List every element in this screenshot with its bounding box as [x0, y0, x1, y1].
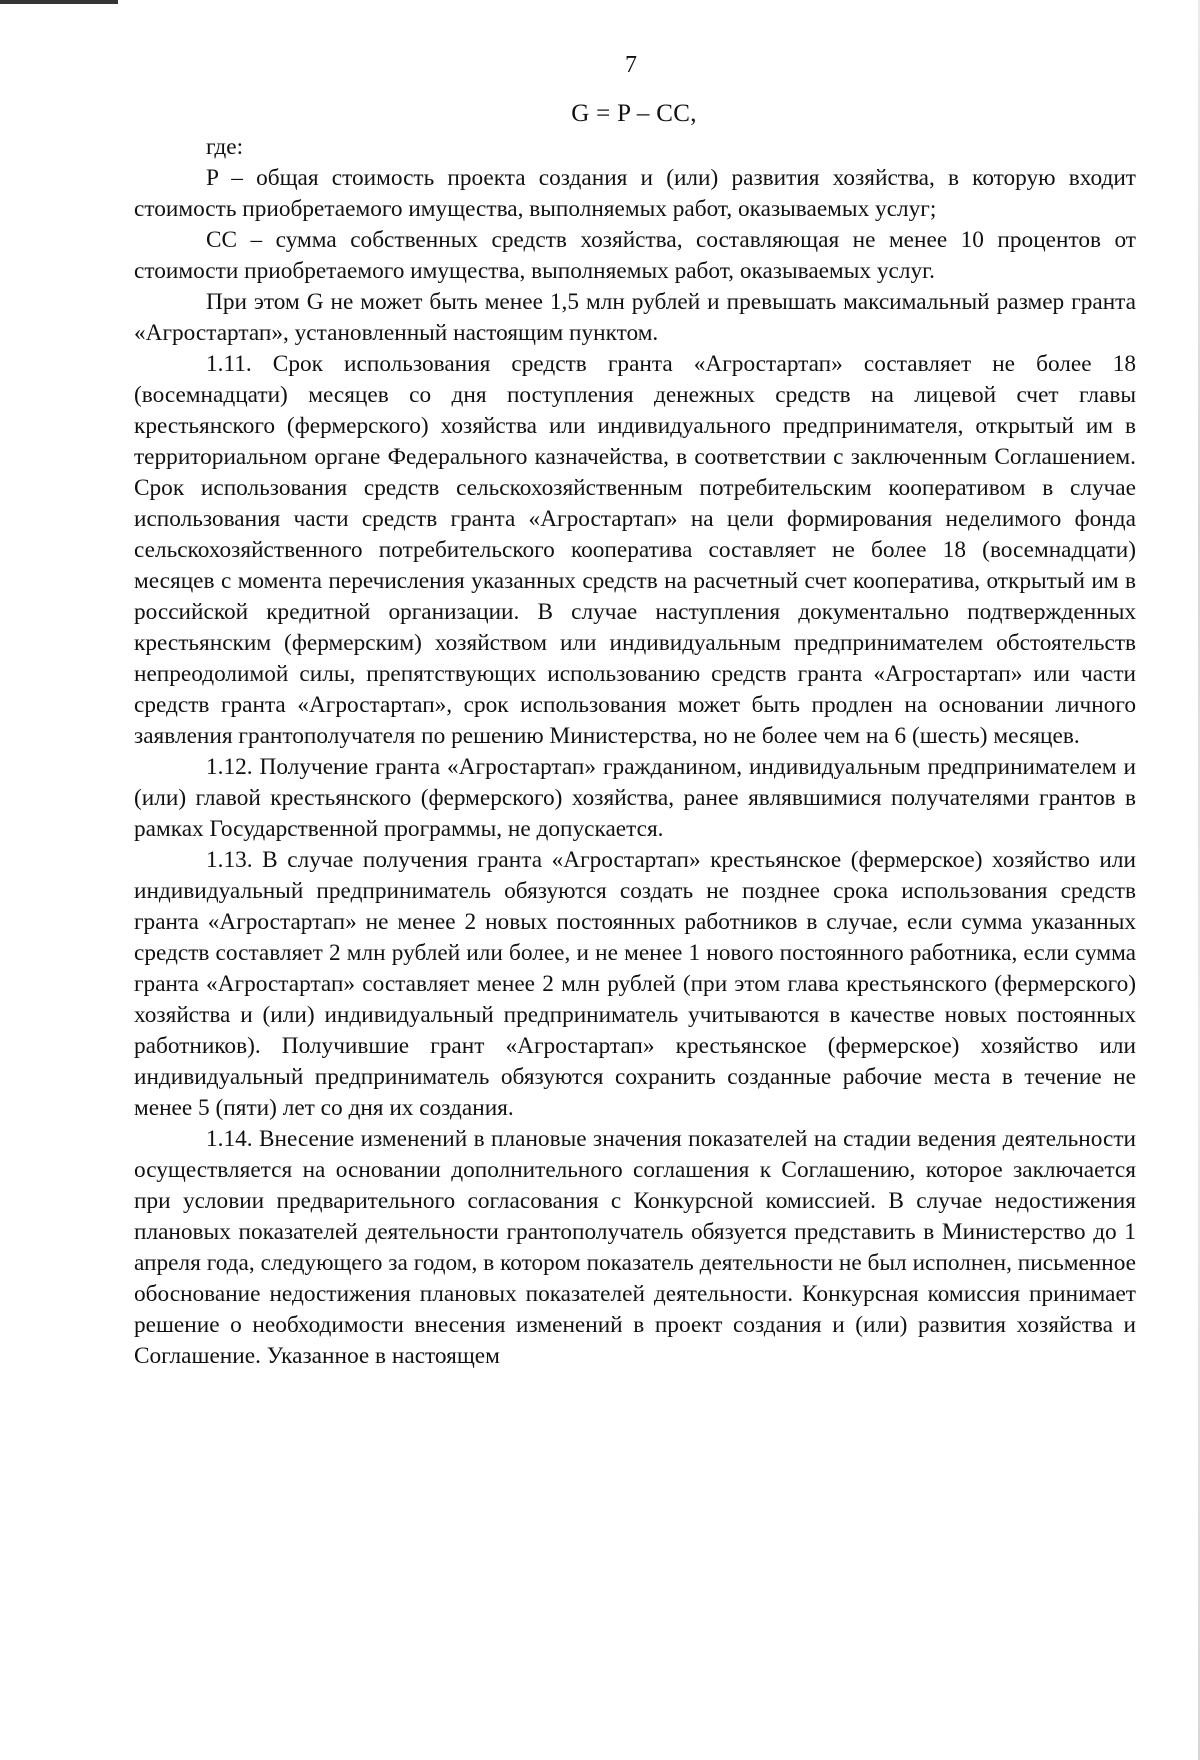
- paragraph-1-11: 1.11. Срок использования средств гранта «Агростартап» составляет не более 18 (восемнадцати) месяцев со дня поступления денежных средств на лицевой счет главы крестьянского (фермерского) хозяйства или индивидуального предпринимателя, открытый им в территориальном органе Федерального казначейства, в соответствии с заключенным Соглашением. Срок использования средств сельскохозяйственным потребительским кооперативом в случае использования части средств гранта «Агростартап» на цели формирования неделимого фонда сельскохозяйственного потребительского кооператива составляет не более 18 (восемнадцати) месяцев с момента перечисления указанных средств на расчетный счет кооператива, открытый им в российской кредитной организации. В случае наступления документально подтвержденных крестьянским (фермерским) хозяйством или индивидуальным предпринимателем обстоятельств непреодолимой силы, препятствующих использованию средств гранта «Агростартап» или части средств гранта «Агростартап», срок использования может быть продлен на основании личного заявления грантополучателя по решению Министерства, но не более чем на 6 (шесть) месяцев.: [134, 351, 1136, 749]
- paragraph-cc-definition: CC – сумма собственных средств хозяйства, составляющая не менее 10 процентов от стоимости приобретаемого имущества, выполняемых работ, оказываемых услуг.: [134, 227, 1136, 284]
- page-number: 7: [625, 52, 637, 78]
- paragraph-where: где:: [206, 134, 244, 160]
- document-body: [134, 132, 1136, 1372]
- paragraph-1-13: 1.13. В случае получения гранта «Агростартап» крестьянское (фермерское) хозяйство или индивидуальный предприниматель обязуются создать не позднее срока использования средств гранта «Агростартап» не менее 2 новых постоянных работников в случае, если сумма указанных средств составляет 2 млн рублей или более, и не менее 1 нового постоянного работника, если сумма гранта «Агростартап» составляет менее 2 млн рублей (при этом глава крестьянского (фермерского) хозяйства и (или) индивидуальный предприниматель учитываются в качестве новых постоянных работников). Получившие грант «Агростартап» крестьянское (фермерское) хозяйство или индивидуальный предприниматель обязуются сохранить созданные рабочие места в течение не менее 5 (пяти) лет со дня их создания.: [134, 847, 1136, 1121]
- paragraph-g-limits: При этом G не может быть менее 1,5 млн рублей и превышать максимальный размер гранта «Агростартап», установленный настоящим пунктом.: [134, 289, 1136, 346]
- scan-edge-mark: [0, 0, 118, 4]
- paragraph-1-12: 1.12. Получение гранта «Агростартап» гражданином, индивидуальным предпринимателем и (или) главой крестьянского (фермерского) хозяйства, ранее являвшимися получателями грантов в рамках Государственной программы, не допускается.: [134, 754, 1136, 842]
- paragraph-p-definition: P – общая стоимость проекта создания и (или) развития хозяйства, в которую входит стоимость приобретаемого имущества, выполняемых работ, оказываемых услуг;: [134, 165, 1136, 222]
- formula: G = P – CC,: [571, 100, 697, 127]
- paragraph-1-14: 1.14. Внесение изменений в плановые значения показателей на стадии ведения деятельности осуществляется на основании дополнительного соглашения к Соглашению, которое заключается при условии предварительного согласования с Конкурсной комиссией. В случае недостижения плановых показателей деятельности грантополучатель обязуется представить в Министерство до 1 апреля года, следующего за годом, в котором показатель деятельности не был исполнен, письменное обоснование недостижения плановых показателей деятельности. Конкурсная комиссия принимает решение о необходимости внесения изменений в проект создания и (или) развития хозяйства и Соглашение. Указанное в настоящем: [134, 1126, 1136, 1369]
